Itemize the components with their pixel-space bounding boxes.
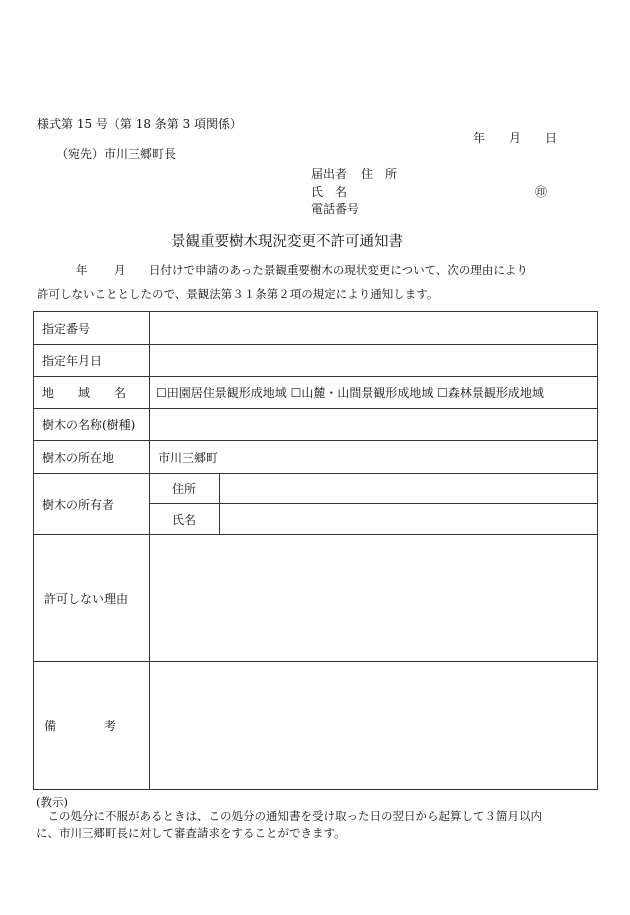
designation-date-label: 指定年月日: [34, 345, 150, 377]
remarks-label: 備 考: [34, 662, 150, 790]
row-designation-date: [34, 345, 598, 377]
phone-label: 電話番号: [311, 202, 360, 216]
remarks-value[interactable]: [150, 662, 598, 790]
owner-address-label: 住所: [150, 474, 220, 504]
area-options[interactable]: ☐田園居住景観形成地域 ☐山麓・山間景観形成地域 ☐森林景観形成地域: [150, 377, 598, 409]
row-tree-location: [34, 441, 598, 474]
tree-name-label: 樹木の名称(樹種): [34, 409, 150, 441]
area-label: 地 域 名: [34, 377, 150, 409]
notice-table: [33, 311, 598, 790]
seal-mark: ㊞: [535, 185, 548, 199]
designation-number-label: 指定番号: [34, 312, 150, 345]
date-month-label: 月: [509, 131, 522, 145]
tree-location-label: 樹木の所在地: [34, 441, 150, 474]
notifier-label: 届出者: [311, 167, 348, 181]
owner-name-value[interactable]: [220, 504, 598, 535]
reason-label: 許可しない理由: [34, 535, 150, 662]
row-area: [34, 377, 598, 409]
form-number: 様式第 15 号（第 18 条第 3 項関係）: [37, 117, 243, 131]
tree-location-value[interactable]: 市川三郷町: [150, 441, 598, 474]
designation-date-value[interactable]: [150, 345, 598, 377]
document-title: 景観重要樹木現況変更不許可通知書: [171, 234, 403, 250]
row-remarks: [34, 662, 598, 790]
owner-address-value[interactable]: [220, 474, 598, 504]
row-tree-name: [34, 409, 598, 441]
date-year-label: 年: [473, 131, 486, 145]
reason-value[interactable]: [150, 535, 598, 662]
body-month: 月: [114, 263, 126, 277]
instruction-line2: に、市川三郷町長に対して審査請求をすることができます。: [36, 826, 346, 840]
instruction-heading: (教示): [36, 795, 68, 809]
row-designation-number: [34, 312, 598, 345]
date-day-label: 日: [545, 131, 558, 145]
designation-number-value[interactable]: [150, 312, 598, 345]
addressee: （宛先）市川三郷町長: [56, 147, 177, 161]
tree-name-value[interactable]: [150, 409, 598, 441]
body-line1: 日付けで申請のあった景観重要樹木の現状変更について、次の理由により: [149, 263, 528, 277]
row-reason: [34, 535, 598, 662]
body-year: 年: [76, 263, 88, 277]
address-label: 住 所: [361, 167, 398, 181]
body-line2: 許可しないこととしたので、景観法第３１条第２項の規定により通知します。: [37, 287, 439, 301]
name-label: 氏 名: [311, 185, 348, 199]
row-owner-address: [34, 474, 598, 504]
tree-owner-label: 樹木の所有者: [34, 474, 150, 535]
instruction-line1: この処分に不服があるときは、この処分の通知書を受け取った日の翌日から起算して３箇月以内: [36, 809, 542, 823]
owner-name-label: 氏名: [150, 504, 220, 535]
